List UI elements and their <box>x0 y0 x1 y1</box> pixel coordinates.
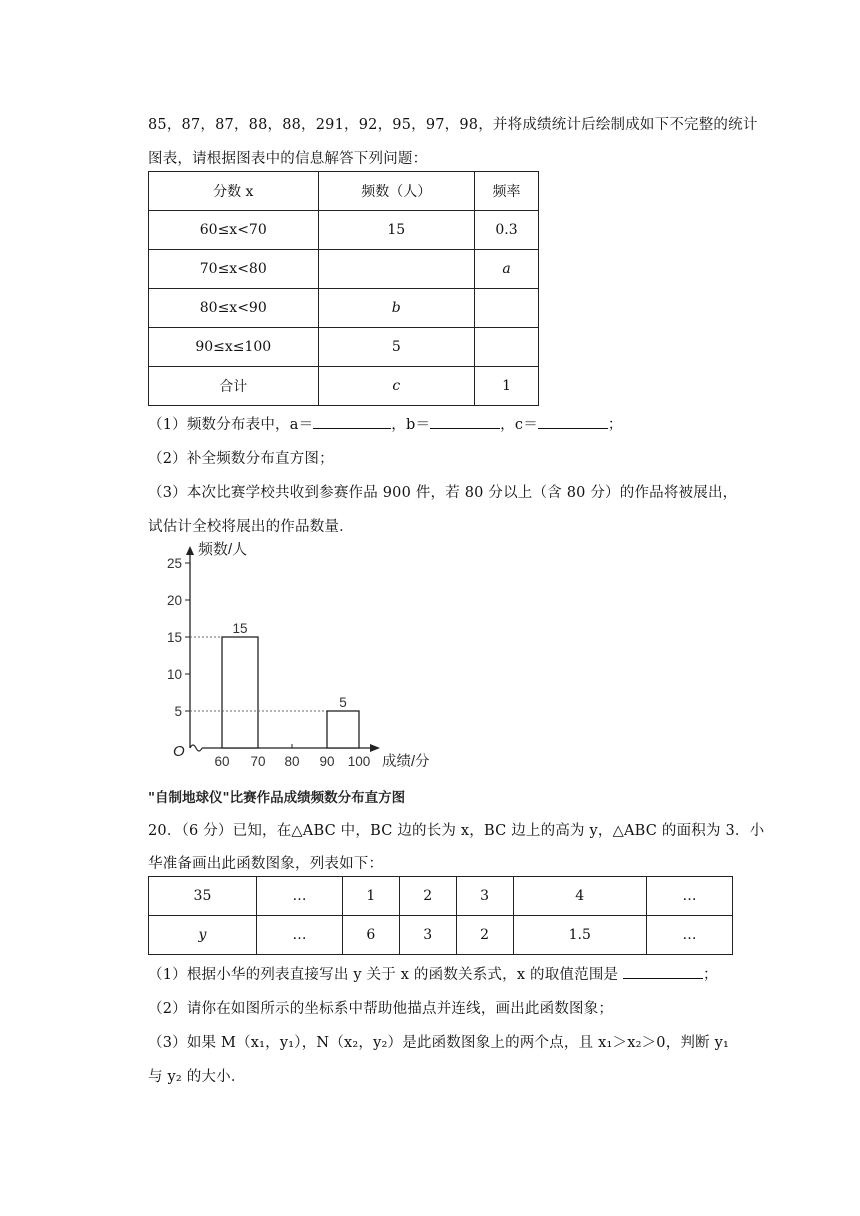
bar-value-label: 15 <box>232 621 248 636</box>
frequency-table <box>148 171 539 406</box>
chart-marks <box>190 621 359 748</box>
q20-part1-end: ； <box>703 967 718 983</box>
table-cell: 35 <box>149 877 257 916</box>
bar-value-label: 5 <box>339 695 347 710</box>
histogram-bar <box>327 711 359 748</box>
table-cell: … <box>646 916 732 955</box>
table-row <box>149 916 733 955</box>
x-axis-arrow <box>370 744 380 752</box>
q19-part1-end: ； <box>607 417 623 433</box>
answer-blank-a <box>313 414 391 429</box>
table-cell: 1 <box>475 367 539 406</box>
intro-line-1: 85，87，87，88，88，291，92，95，97，98，并将成绩统计后绘制成如下不完整的统计 <box>148 117 758 133</box>
origin-label: O <box>173 743 185 760</box>
q20-part1 <box>148 963 718 984</box>
x-tick-label: 60 <box>214 754 230 769</box>
q19-part3-line1: （3）本次比赛学校共收到参赛作品 900 件，若 80 分以上（含 80 分）的作品将被展出， <box>148 485 738 501</box>
q19-part3-line2: 试估计全校将展出的作品数量． <box>148 519 354 535</box>
table-cell <box>475 328 539 367</box>
header-rate: 频率 <box>475 172 539 211</box>
table-cell: y <box>149 916 257 955</box>
header-score: 分数 x <box>149 172 319 211</box>
q19-part1 <box>148 413 623 434</box>
q20-part3-line1: （3）如果 M（x₁，y₁），N（x₂，y₂）是此函数图象上的两个点，且 x₁＞x₂＞0，判断 y₁ <box>148 1035 730 1051</box>
table-cell: 2 <box>456 916 513 955</box>
table-cell: 80≤x<90 <box>149 289 319 328</box>
table-cell <box>475 289 539 328</box>
q20-line-1: 20．（6 分）已知，在△ABC 中，BC 边的长为 x，BC 边上的高为 y，△ABC 的面积为 3．小 <box>148 823 765 839</box>
table-cell: … <box>256 877 342 916</box>
answer-blank-c <box>538 414 608 429</box>
table-cell: 1 <box>342 877 399 916</box>
x-tick-label: 70 <box>250 754 266 769</box>
table-cell: 0.3 <box>475 211 539 250</box>
q20-part3-line2: 与 y₂ 的大小． <box>148 1069 246 1085</box>
table-cell <box>318 250 475 289</box>
q20-part2: （2）请你在如图所示的坐标系中帮助他描点并连线，画出此函数图象； <box>148 1001 614 1017</box>
y-axis-label: 频数/人 <box>198 541 248 558</box>
table-cell: 3 <box>456 877 513 916</box>
table-cell: 2 <box>399 877 456 916</box>
q19-part1-c-label: ，c＝ <box>500 417 538 433</box>
table-cell: 4 <box>513 877 646 916</box>
table-cell: … <box>646 877 732 916</box>
intro-line-2: 图表，请根据图表中的信息解答下列问题： <box>148 151 428 167</box>
table-row <box>149 211 539 250</box>
table-cell: 1.5 <box>513 916 646 955</box>
y-tick-label: 25 <box>166 556 182 571</box>
q19-part1-b-label: ，b＝ <box>391 417 431 433</box>
table-cell: 6 <box>342 916 399 955</box>
frequency-histogram <box>140 538 440 778</box>
y-tick-label: 10 <box>166 667 182 682</box>
table-cell: b <box>318 289 475 328</box>
table-row <box>149 367 539 406</box>
y-tick-label: 5 <box>174 704 182 719</box>
histogram-bar <box>222 637 258 748</box>
axis-break-mark <box>190 745 202 751</box>
table-row <box>149 250 539 289</box>
y-tick-label: 15 <box>166 630 182 645</box>
table-cell: … <box>256 916 342 955</box>
table-header-row <box>149 172 539 211</box>
answer-blank-range <box>623 964 703 979</box>
table-row <box>149 877 733 916</box>
table-cell: 60≤x<70 <box>149 211 319 250</box>
function-table <box>148 876 733 955</box>
q20-line-2: 华准备画出此函数图象，列表如下： <box>148 856 384 872</box>
table-cell: 70≤x<80 <box>149 250 319 289</box>
table-cell: 5 <box>318 328 475 367</box>
table-cell: 3 <box>399 916 456 955</box>
chart-title: "自制地球仪"比赛作品成绩频数分布直方图 <box>148 790 406 806</box>
table-cell: a <box>475 250 539 289</box>
y-axis-arrow <box>186 546 194 555</box>
y-tick-label: 20 <box>166 593 182 608</box>
table-row <box>149 328 539 367</box>
x-axis-label: 成绩/分 <box>382 754 430 770</box>
x-tick-label: 90 <box>319 754 335 769</box>
x-tick-label: 100 <box>347 754 371 769</box>
answer-blank-b <box>430 414 500 429</box>
header-frequency: 频数（人） <box>318 172 475 211</box>
chart-axes <box>167 541 430 770</box>
table-cell: c <box>318 367 475 406</box>
q19-part2: （2）补全频数分布直方图； <box>148 451 334 467</box>
table-cell: 合计 <box>149 367 319 406</box>
q20-part1-text: （1）根据小华的列表直接写出 y 关于 x 的函数关系式，x 的取值范围是 <box>148 967 619 983</box>
table-cell: 90≤x≤100 <box>149 328 319 367</box>
table-cell: 15 <box>318 211 475 250</box>
q19-part1-a-label: （1）频数分布表中，a＝ <box>148 417 314 433</box>
table-row <box>149 289 539 328</box>
x-tick-label: 80 <box>284 754 300 769</box>
